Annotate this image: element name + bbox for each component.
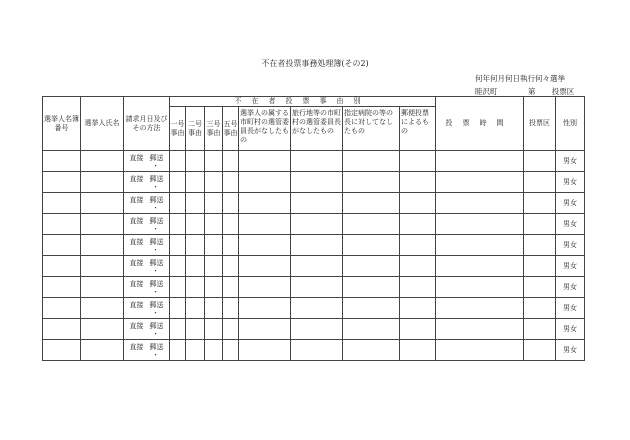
entry-cell[interactable] <box>524 256 556 277</box>
entry-cell[interactable] <box>223 151 239 172</box>
register-table <box>42 96 585 361</box>
entry-cell[interactable] <box>400 151 436 172</box>
entry-cell[interactable] <box>291 193 343 214</box>
entry-cell[interactable] <box>170 235 186 256</box>
header-reason-3: 三号事由 <box>205 107 223 151</box>
method-mail: 郵送 <box>149 300 164 309</box>
header-reason-1: 一号事由 <box>170 107 186 151</box>
entry-cell[interactable] <box>239 277 291 298</box>
entry-cell[interactable] <box>343 235 400 256</box>
header-vote-time: 投票時間 <box>436 97 524 151</box>
entry-cell[interactable] <box>205 298 223 319</box>
sex-cell[interactable] <box>556 277 585 298</box>
table-row <box>43 214 585 235</box>
entry-cell[interactable] <box>43 298 81 319</box>
request-method-cell[interactable] <box>124 319 170 340</box>
request-method-cell[interactable] <box>124 193 170 214</box>
entry-cell[interactable] <box>400 235 436 256</box>
request-method-cell[interactable] <box>124 340 170 361</box>
entry-cell[interactable] <box>81 193 124 214</box>
entry-cell[interactable] <box>81 277 124 298</box>
entry-cell[interactable] <box>186 298 205 319</box>
sex-options: 男女 <box>563 303 577 312</box>
entry-cell[interactable] <box>524 172 556 193</box>
sex-cell[interactable] <box>556 319 585 340</box>
entry-cell[interactable] <box>436 151 524 172</box>
entry-cell[interactable] <box>186 193 205 214</box>
method-dot: ・ <box>152 161 159 170</box>
entry-cell[interactable] <box>170 340 186 361</box>
entry-cell[interactable] <box>43 235 81 256</box>
entry-cell[interactable] <box>223 172 239 193</box>
entry-cell[interactable] <box>400 340 436 361</box>
entry-cell[interactable] <box>436 235 524 256</box>
header-place-c: 指定病院の等の長に対してなしたもの <box>343 107 400 151</box>
entry-cell[interactable] <box>400 277 436 298</box>
entry-cell[interactable] <box>291 256 343 277</box>
sex-cell[interactable] <box>556 151 585 172</box>
request-method-cell[interactable] <box>124 277 170 298</box>
entry-cell[interactable] <box>343 319 400 340</box>
entry-cell[interactable] <box>81 214 124 235</box>
entry-cell[interactable] <box>436 172 524 193</box>
table-row <box>43 151 585 172</box>
table-row <box>43 193 585 214</box>
entry-cell[interactable] <box>223 319 239 340</box>
header-place-b: 旅行地等の市町村の選管委員長がなしたもの <box>291 107 343 151</box>
entry-cell[interactable] <box>400 256 436 277</box>
method-mail: 郵送 <box>149 153 164 162</box>
entry-cell[interactable] <box>43 340 81 361</box>
table-row <box>43 277 585 298</box>
request-method-cell[interactable] <box>124 298 170 319</box>
request-method-cell[interactable] <box>124 235 170 256</box>
entry-cell[interactable] <box>291 319 343 340</box>
entry-cell[interactable] <box>400 214 436 235</box>
entry-cell[interactable] <box>524 235 556 256</box>
entry-cell[interactable] <box>170 256 186 277</box>
method-direct: 直接 <box>129 174 144 183</box>
sex-cell[interactable] <box>556 298 585 319</box>
method-mail: 郵送 <box>149 258 164 267</box>
entry-cell[interactable] <box>436 277 524 298</box>
sex-cell[interactable] <box>556 214 585 235</box>
entry-cell[interactable] <box>524 151 556 172</box>
entry-cell[interactable] <box>239 319 291 340</box>
entry-cell[interactable] <box>170 151 186 172</box>
entry-cell[interactable] <box>205 235 223 256</box>
entry-cell[interactable] <box>43 193 81 214</box>
district-ku: 投票区 <box>551 87 575 96</box>
header-place-d: 郵便投票によるもの <box>400 107 436 151</box>
entry-cell[interactable] <box>43 172 81 193</box>
entry-cell[interactable] <box>291 298 343 319</box>
entry-cell[interactable] <box>205 277 223 298</box>
entry-cell[interactable] <box>205 193 223 214</box>
entry-cell[interactable] <box>436 298 524 319</box>
method-direct: 直接 <box>129 279 144 288</box>
entry-cell[interactable] <box>436 214 524 235</box>
method-direct: 直接 <box>129 153 144 162</box>
entry-cell[interactable] <box>291 151 343 172</box>
sex-cell[interactable] <box>556 235 585 256</box>
request-method-cell[interactable] <box>124 172 170 193</box>
entry-cell[interactable] <box>186 340 205 361</box>
entry-cell[interactable] <box>43 277 81 298</box>
entry-cell[interactable] <box>343 214 400 235</box>
entry-cell[interactable] <box>524 277 556 298</box>
entry-cell[interactable] <box>343 193 400 214</box>
table-row <box>43 319 585 340</box>
entry-cell[interactable] <box>170 277 186 298</box>
table-row <box>43 172 585 193</box>
entry-cell[interactable] <box>223 340 239 361</box>
entry-cell[interactable] <box>170 193 186 214</box>
entry-cell[interactable] <box>223 256 239 277</box>
sex-options: 男女 <box>563 177 577 186</box>
entry-cell[interactable] <box>186 235 205 256</box>
entry-cell[interactable] <box>436 319 524 340</box>
entry-cell[interactable] <box>223 214 239 235</box>
entry-cell[interactable] <box>205 256 223 277</box>
header-request-date: 請求月日及びその方法 <box>124 97 170 151</box>
method-direct: 直接 <box>129 342 144 351</box>
entry-cell[interactable] <box>400 298 436 319</box>
entry-cell[interactable] <box>239 340 291 361</box>
entry-cell[interactable] <box>170 214 186 235</box>
entry-cell[interactable] <box>239 235 291 256</box>
header-reason-group: 不在者投票事由別 <box>170 97 436 107</box>
method-dot: ・ <box>152 350 159 359</box>
entry-cell[interactable] <box>436 193 524 214</box>
entry-cell[interactable] <box>81 340 124 361</box>
entry-cell[interactable] <box>239 256 291 277</box>
method-dot: ・ <box>152 182 159 191</box>
entry-cell[interactable] <box>43 151 81 172</box>
entry-cell[interactable] <box>81 151 124 172</box>
register-rows <box>43 151 585 361</box>
sex-cell[interactable] <box>556 340 585 361</box>
sex-options: 男女 <box>563 240 577 249</box>
entry-cell[interactable] <box>223 277 239 298</box>
entry-cell[interactable] <box>43 319 81 340</box>
entry-cell[interactable] <box>400 172 436 193</box>
entry-cell[interactable] <box>239 193 291 214</box>
entry-cell[interactable] <box>239 172 291 193</box>
entry-cell[interactable] <box>436 256 524 277</box>
entry-cell[interactable] <box>205 340 223 361</box>
header-voter-name: 選挙人氏名 <box>81 97 124 151</box>
sex-options: 男女 <box>563 282 577 291</box>
method-direct: 直接 <box>129 195 144 204</box>
entry-cell[interactable] <box>205 319 223 340</box>
entry-cell[interactable] <box>343 172 400 193</box>
sex-options: 男女 <box>563 198 577 207</box>
entry-cell[interactable] <box>343 256 400 277</box>
sex-cell[interactable] <box>556 193 585 214</box>
entry-cell[interactable] <box>205 151 223 172</box>
method-mail: 郵送 <box>149 174 164 183</box>
district-dai: 第 <box>527 87 536 96</box>
election-name: 何年何月何日執行何々選挙 <box>475 74 565 83</box>
header-voter-no: 選挙人名簿番号 <box>43 97 81 151</box>
method-dot: ・ <box>152 308 159 317</box>
entry-cell[interactable] <box>81 235 124 256</box>
entry-cell[interactable] <box>524 319 556 340</box>
entry-cell[interactable] <box>291 277 343 298</box>
method-direct: 直接 <box>129 300 144 309</box>
method-dot: ・ <box>152 287 159 296</box>
request-method-cell[interactable] <box>124 256 170 277</box>
entry-cell[interactable] <box>291 172 343 193</box>
table-row <box>43 235 585 256</box>
request-method-cell[interactable] <box>124 151 170 172</box>
entry-cell[interactable] <box>81 172 124 193</box>
entry-cell[interactable] <box>291 214 343 235</box>
entry-cell[interactable] <box>400 193 436 214</box>
header-reason-5: 五号事由 <box>223 107 239 151</box>
entry-cell[interactable] <box>239 298 291 319</box>
method-dot: ・ <box>152 203 159 212</box>
sex-options: 男女 <box>563 156 577 165</box>
sex-options: 男女 <box>563 219 577 228</box>
method-dot: ・ <box>152 329 159 338</box>
entry-cell[interactable] <box>81 256 124 277</box>
entry-cell[interactable] <box>81 319 124 340</box>
method-mail: 郵送 <box>149 342 164 351</box>
entry-cell[interactable] <box>186 172 205 193</box>
method-direct: 直接 <box>129 237 144 246</box>
district-town: 睦沢町 <box>475 87 498 96</box>
entry-cell[interactable] <box>524 193 556 214</box>
table-row <box>43 298 585 319</box>
entry-cell[interactable] <box>343 151 400 172</box>
entry-cell[interactable] <box>524 214 556 235</box>
entry-cell[interactable] <box>223 235 239 256</box>
entry-cell[interactable] <box>205 172 223 193</box>
entry-cell[interactable] <box>291 235 343 256</box>
table-row <box>43 256 585 277</box>
method-dot: ・ <box>152 266 159 275</box>
page-title: 不在者投票事務処理簿(その2) <box>261 59 369 68</box>
request-method-cell[interactable] <box>124 214 170 235</box>
method-mail: 郵送 <box>149 216 164 225</box>
entry-cell[interactable] <box>223 193 239 214</box>
sex-cell[interactable] <box>556 172 585 193</box>
entry-cell[interactable] <box>43 214 81 235</box>
method-direct: 直接 <box>129 321 144 330</box>
entry-cell[interactable] <box>186 214 205 235</box>
entry-cell[interactable] <box>343 340 400 361</box>
header-precinct: 投票区 <box>524 97 556 151</box>
method-dot: ・ <box>152 224 159 233</box>
entry-cell[interactable] <box>81 298 124 319</box>
method-dot: ・ <box>152 245 159 254</box>
entry-cell[interactable] <box>186 256 205 277</box>
entry-cell[interactable] <box>186 151 205 172</box>
entry-cell[interactable] <box>400 319 436 340</box>
sex-options: 男女 <box>563 324 577 333</box>
entry-cell[interactable] <box>291 340 343 361</box>
entry-cell[interactable] <box>186 277 205 298</box>
entry-cell[interactable] <box>436 340 524 361</box>
entry-cell[interactable] <box>223 298 239 319</box>
method-mail: 郵送 <box>149 237 164 246</box>
entry-cell[interactable] <box>343 298 400 319</box>
entry-cell[interactable] <box>43 256 81 277</box>
table-row <box>43 340 585 361</box>
entry-cell[interactable] <box>205 214 223 235</box>
header-reason-2: 二号事由 <box>186 107 205 151</box>
entry-cell[interactable] <box>170 172 186 193</box>
entry-cell[interactable] <box>170 319 186 340</box>
header-place-a: 選挙人の属する市町村の選管委員長がなしたもの <box>239 107 291 151</box>
sex-options: 男女 <box>563 345 577 354</box>
method-direct: 直接 <box>129 216 144 225</box>
entry-cell[interactable] <box>239 214 291 235</box>
entry-cell[interactable] <box>343 277 400 298</box>
entry-cell[interactable] <box>524 340 556 361</box>
sex-cell[interactable] <box>556 256 585 277</box>
method-mail: 郵送 <box>149 321 164 330</box>
header-sex: 性別 <box>556 97 585 151</box>
sex-options: 男女 <box>563 261 577 270</box>
method-mail: 郵送 <box>149 195 164 204</box>
entry-cell[interactable] <box>186 319 205 340</box>
entry-cell[interactable] <box>170 298 186 319</box>
method-direct: 直接 <box>129 258 144 267</box>
entry-cell[interactable] <box>239 151 291 172</box>
method-mail: 郵送 <box>149 279 164 288</box>
entry-cell[interactable] <box>524 298 556 319</box>
